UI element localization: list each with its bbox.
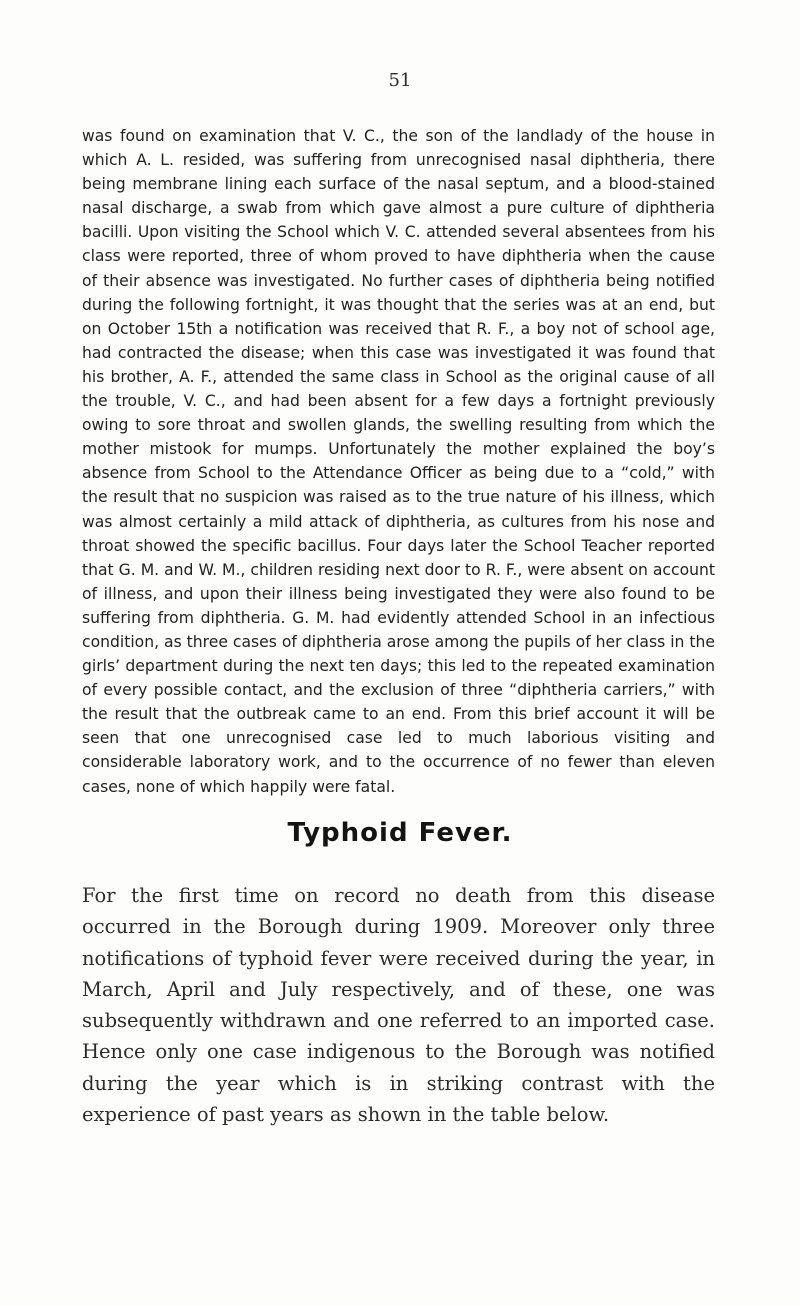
typhoid-fever-paragraph: For the first time on record no death from this disease occurred in the Borough during 1909. Moreover only three notifications of typhoid fever were received during the year, in March, April and July respectively, and of these, one was subsequently withdrawn and one referred to an imported case. Hence only one case indigenous to the Borough was notified during the year which is in striking contrast with the experience of past years as shown in the table below. xyxy=(82,884,715,1127)
page-number: 51 xyxy=(388,70,412,91)
typhoid-fever-heading: Typhoid Fever. xyxy=(287,818,513,848)
diphtheria-outbreak-paragraph: was found on examination that V. C., the son of the landlady of the house in which A. L. resided, was suffering from unrecognised nasal diphtheria, there being membrane lining each surface of the nasal septum, and a blood-stained nasal discharge, a swab from which gave almost a pure culture of diphtheria bacilli. Upon visiting the School which V. C. attended several absentees from his class were reported, three of whom proved to have diphtheria when the cause of their absence was investigated. No further cases of diphtheria being notified during the following fortnight, it was thought that the series was at an end, but on October 15th a notification was received that R. F., a boy not of school age, had contracted the disease; when this case was investigated it was found that his brother, A. F., attended the same class in School as the original cause of all the trouble, V. C., and had been absent for a few days a fortnight previously owing to sore throat and swollen glands, the swelling resulting from which the mother mistook for mumps. Unfortunately the mother explained the boy’s absence from School to the Attendance Officer as being due to a “cold,” with the result that no suspicion was raised as to the true nature of his illness, which was almost certainly a mild attack of diphtheria, as cultures from his nose and throat showed the specific bacillus. Four days later the School Teacher reported that G. M. and W. M., children residing next door to R. F., were absent on account of illness, and upon their illness being investigated they were also found to be suffering from diphtheria. G. M. had evidently attended School in an infectious condition, as three cases of diphtheria arose among the pupils of her class in the girls’ department during the next ten days; this led to the repeated examination of every possible contact, and the exclusion of three “diphtheria carriers,” with the result that the outbreak came to an end. From this brief account it will be seen that one unrecognised case led to much laborious visiting and considerable laboratory work, and to the occurrence of no fewer than eleven cases, none of which happily were fatal. xyxy=(82,127,715,796)
